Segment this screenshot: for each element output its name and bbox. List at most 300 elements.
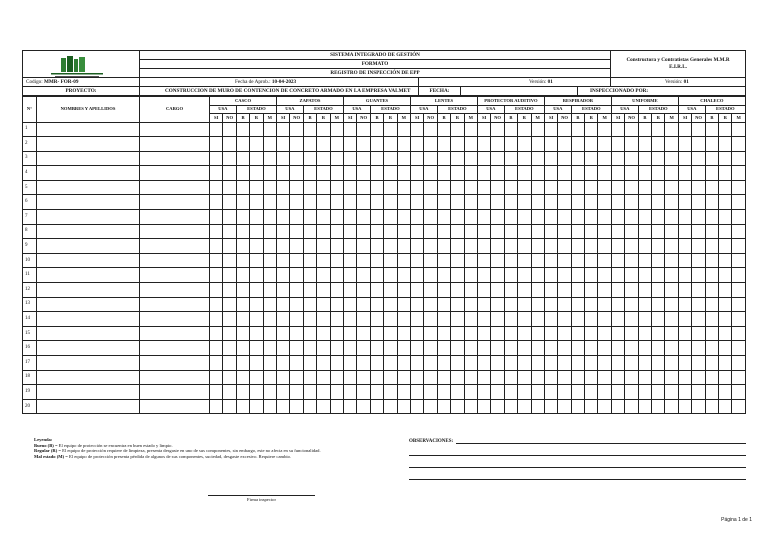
check-cell[interactable] — [544, 356, 557, 371]
name-cell[interactable] — [37, 151, 140, 166]
check-cell[interactable] — [544, 253, 557, 268]
check-cell[interactable] — [504, 210, 517, 225]
check-cell[interactable] — [411, 341, 424, 356]
check-cell[interactable] — [250, 326, 263, 341]
check-cell[interactable] — [611, 341, 624, 356]
check-cell[interactable] — [424, 239, 437, 254]
check-cell[interactable] — [303, 253, 316, 268]
check-cell[interactable] — [477, 151, 490, 166]
check-cell[interactable] — [464, 224, 477, 239]
check-cell[interactable] — [611, 326, 624, 341]
name-cell[interactable] — [37, 326, 140, 341]
role-cell[interactable] — [140, 268, 210, 283]
check-cell[interactable] — [598, 385, 611, 400]
check-cell[interactable] — [665, 283, 678, 298]
check-cell[interactable] — [531, 283, 544, 298]
check-cell[interactable] — [384, 180, 397, 195]
check-cell[interactable] — [303, 283, 316, 298]
check-cell[interactable] — [705, 370, 718, 385]
check-cell[interactable] — [544, 122, 557, 137]
check-cell[interactable] — [437, 253, 450, 268]
check-cell[interactable] — [692, 195, 705, 210]
check-cell[interactable] — [236, 180, 249, 195]
check-cell[interactable] — [263, 166, 276, 181]
check-cell[interactable] — [437, 385, 450, 400]
check-cell[interactable] — [317, 195, 330, 210]
check-cell[interactable] — [504, 312, 517, 327]
check-cell[interactable] — [210, 385, 223, 400]
check-cell[interactable] — [277, 166, 290, 181]
check-cell[interactable] — [330, 239, 343, 254]
check-cell[interactable] — [290, 253, 303, 268]
check-cell[interactable] — [464, 399, 477, 414]
check-cell[interactable] — [504, 195, 517, 210]
check-cell[interactable] — [370, 195, 383, 210]
check-cell[interactable] — [437, 283, 450, 298]
check-cell[interactable] — [384, 312, 397, 327]
check-cell[interactable] — [571, 268, 584, 283]
check-cell[interactable] — [451, 341, 464, 356]
check-cell[interactable] — [397, 399, 410, 414]
check-cell[interactable] — [357, 224, 370, 239]
check-cell[interactable] — [236, 341, 249, 356]
check-cell[interactable] — [719, 122, 732, 137]
check-cell[interactable] — [236, 239, 249, 254]
check-cell[interactable] — [250, 195, 263, 210]
check-cell[interactable] — [732, 166, 745, 181]
check-cell[interactable] — [477, 195, 490, 210]
check-cell[interactable] — [477, 210, 490, 225]
name-cell[interactable] — [37, 180, 140, 195]
check-cell[interactable] — [357, 385, 370, 400]
check-cell[interactable] — [558, 239, 571, 254]
check-cell[interactable] — [263, 356, 276, 371]
check-cell[interactable] — [477, 283, 490, 298]
check-cell[interactable] — [732, 210, 745, 225]
check-cell[interactable] — [250, 399, 263, 414]
check-cell[interactable] — [652, 399, 665, 414]
check-cell[interactable] — [598, 341, 611, 356]
check-cell[interactable] — [518, 283, 531, 298]
role-cell[interactable] — [140, 253, 210, 268]
check-cell[interactable] — [719, 180, 732, 195]
check-cell[interactable] — [397, 283, 410, 298]
check-cell[interactable] — [477, 239, 490, 254]
check-cell[interactable] — [437, 210, 450, 225]
check-cell[interactable] — [437, 239, 450, 254]
check-cell[interactable] — [451, 122, 464, 137]
check-cell[interactable] — [611, 224, 624, 239]
check-cell[interactable] — [210, 312, 223, 327]
check-cell[interactable] — [611, 370, 624, 385]
check-cell[interactable] — [732, 180, 745, 195]
check-cell[interactable] — [424, 151, 437, 166]
check-cell[interactable] — [263, 385, 276, 400]
check-cell[interactable] — [210, 151, 223, 166]
check-cell[interactable] — [665, 195, 678, 210]
check-cell[interactable] — [344, 326, 357, 341]
check-cell[interactable] — [625, 224, 638, 239]
check-cell[interactable] — [330, 122, 343, 137]
check-cell[interactable] — [330, 268, 343, 283]
check-cell[interactable] — [290, 210, 303, 225]
check-cell[interactable] — [437, 166, 450, 181]
check-cell[interactable] — [344, 210, 357, 225]
check-cell[interactable] — [223, 297, 236, 312]
check-cell[interactable] — [719, 166, 732, 181]
check-cell[interactable] — [464, 312, 477, 327]
check-cell[interactable] — [317, 166, 330, 181]
check-cell[interactable] — [558, 326, 571, 341]
name-cell[interactable] — [37, 239, 140, 254]
check-cell[interactable] — [719, 151, 732, 166]
check-cell[interactable] — [357, 370, 370, 385]
check-cell[interactable] — [424, 166, 437, 181]
check-cell[interactable] — [678, 370, 691, 385]
check-cell[interactable] — [210, 297, 223, 312]
check-cell[interactable] — [464, 356, 477, 371]
check-cell[interactable] — [491, 341, 504, 356]
check-cell[interactable] — [544, 210, 557, 225]
check-cell[interactable] — [585, 122, 598, 137]
check-cell[interactable] — [236, 224, 249, 239]
check-cell[interactable] — [558, 122, 571, 137]
check-cell[interactable] — [424, 341, 437, 356]
check-cell[interactable] — [330, 224, 343, 239]
check-cell[interactable] — [719, 253, 732, 268]
check-cell[interactable] — [424, 385, 437, 400]
check-cell[interactable] — [477, 268, 490, 283]
check-cell[interactable] — [344, 151, 357, 166]
check-cell[interactable] — [263, 341, 276, 356]
check-cell[interactable] — [544, 166, 557, 181]
check-cell[interactable] — [344, 195, 357, 210]
check-cell[interactable] — [692, 341, 705, 356]
check-cell[interactable] — [625, 312, 638, 327]
check-cell[interactable] — [223, 399, 236, 414]
check-cell[interactable] — [504, 297, 517, 312]
check-cell[interactable] — [585, 283, 598, 298]
check-cell[interactable] — [250, 341, 263, 356]
check-cell[interactable] — [585, 166, 598, 181]
check-cell[interactable] — [384, 137, 397, 152]
check-cell[interactable] — [370, 122, 383, 137]
check-cell[interactable] — [424, 122, 437, 137]
check-cell[interactable] — [250, 166, 263, 181]
name-cell[interactable] — [37, 195, 140, 210]
check-cell[interactable] — [290, 224, 303, 239]
check-cell[interactable] — [491, 312, 504, 327]
check-cell[interactable] — [263, 253, 276, 268]
check-cell[interactable] — [518, 151, 531, 166]
check-cell[interactable] — [290, 268, 303, 283]
observations-line-2[interactable] — [409, 444, 746, 456]
check-cell[interactable] — [705, 253, 718, 268]
check-cell[interactable] — [692, 137, 705, 152]
check-cell[interactable] — [652, 137, 665, 152]
check-cell[interactable] — [705, 399, 718, 414]
check-cell[interactable] — [236, 166, 249, 181]
check-cell[interactable] — [236, 385, 249, 400]
check-cell[interactable] — [531, 239, 544, 254]
check-cell[interactable] — [611, 268, 624, 283]
check-cell[interactable] — [437, 297, 450, 312]
check-cell[interactable] — [451, 151, 464, 166]
check-cell[interactable] — [397, 122, 410, 137]
check-cell[interactable] — [317, 151, 330, 166]
name-cell[interactable] — [37, 312, 140, 327]
check-cell[interactable] — [705, 283, 718, 298]
check-cell[interactable] — [625, 283, 638, 298]
check-cell[interactable] — [424, 356, 437, 371]
check-cell[interactable] — [357, 283, 370, 298]
check-cell[interactable] — [558, 399, 571, 414]
check-cell[interactable] — [330, 356, 343, 371]
check-cell[interactable] — [397, 297, 410, 312]
check-cell[interactable] — [384, 195, 397, 210]
check-cell[interactable] — [451, 356, 464, 371]
check-cell[interactable] — [585, 312, 598, 327]
check-cell[interactable] — [638, 210, 651, 225]
check-cell[interactable] — [611, 137, 624, 152]
check-cell[interactable] — [370, 312, 383, 327]
check-cell[interactable] — [719, 239, 732, 254]
check-cell[interactable] — [357, 195, 370, 210]
check-cell[interactable] — [611, 356, 624, 371]
check-cell[interactable] — [437, 341, 450, 356]
check-cell[interactable] — [585, 385, 598, 400]
check-cell[interactable] — [571, 180, 584, 195]
check-cell[interactable] — [652, 370, 665, 385]
check-cell[interactable] — [477, 253, 490, 268]
check-cell[interactable] — [585, 195, 598, 210]
check-cell[interactable] — [531, 297, 544, 312]
check-cell[interactable] — [652, 326, 665, 341]
check-cell[interactable] — [437, 195, 450, 210]
check-cell[interactable] — [585, 370, 598, 385]
check-cell[interactable] — [719, 356, 732, 371]
check-cell[interactable] — [451, 268, 464, 283]
check-cell[interactable] — [571, 210, 584, 225]
check-cell[interactable] — [330, 326, 343, 341]
check-cell[interactable] — [638, 137, 651, 152]
check-cell[interactable] — [705, 224, 718, 239]
check-cell[interactable] — [678, 224, 691, 239]
check-cell[interactable] — [303, 180, 316, 195]
check-cell[interactable] — [303, 195, 316, 210]
check-cell[interactable] — [652, 268, 665, 283]
check-cell[interactable] — [451, 210, 464, 225]
check-cell[interactable] — [330, 166, 343, 181]
check-cell[interactable] — [692, 151, 705, 166]
check-cell[interactable] — [397, 326, 410, 341]
check-cell[interactable] — [571, 195, 584, 210]
check-cell[interactable] — [303, 341, 316, 356]
check-cell[interactable] — [451, 166, 464, 181]
check-cell[interactable] — [665, 341, 678, 356]
check-cell[interactable] — [263, 370, 276, 385]
check-cell[interactable] — [330, 180, 343, 195]
check-cell[interactable] — [611, 180, 624, 195]
check-cell[interactable] — [571, 239, 584, 254]
check-cell[interactable] — [223, 210, 236, 225]
check-cell[interactable] — [357, 122, 370, 137]
check-cell[interactable] — [598, 122, 611, 137]
check-cell[interactable] — [277, 239, 290, 254]
check-cell[interactable] — [558, 210, 571, 225]
check-cell[interactable] — [491, 210, 504, 225]
check-cell[interactable] — [719, 370, 732, 385]
role-cell[interactable] — [140, 312, 210, 327]
check-cell[interactable] — [692, 239, 705, 254]
check-cell[interactable] — [652, 210, 665, 225]
check-cell[interactable] — [611, 166, 624, 181]
check-cell[interactable] — [411, 399, 424, 414]
role-cell[interactable] — [140, 370, 210, 385]
check-cell[interactable] — [344, 283, 357, 298]
check-cell[interactable] — [585, 326, 598, 341]
check-cell[interactable] — [464, 253, 477, 268]
date-field[interactable] — [461, 87, 578, 96]
check-cell[interactable] — [477, 224, 490, 239]
check-cell[interactable] — [504, 370, 517, 385]
check-cell[interactable] — [384, 341, 397, 356]
name-cell[interactable] — [37, 122, 140, 137]
check-cell[interactable] — [598, 283, 611, 298]
check-cell[interactable] — [357, 312, 370, 327]
check-cell[interactable] — [585, 180, 598, 195]
check-cell[interactable] — [638, 399, 651, 414]
check-cell[interactable] — [625, 370, 638, 385]
check-cell[interactable] — [732, 151, 745, 166]
check-cell[interactable] — [290, 195, 303, 210]
observations-line-4[interactable] — [409, 468, 746, 480]
check-cell[interactable] — [344, 180, 357, 195]
check-cell[interactable] — [732, 341, 745, 356]
check-cell[interactable] — [558, 312, 571, 327]
check-cell[interactable] — [290, 326, 303, 341]
check-cell[interactable] — [424, 312, 437, 327]
check-cell[interactable] — [303, 224, 316, 239]
check-cell[interactable] — [277, 195, 290, 210]
check-cell[interactable] — [451, 239, 464, 254]
check-cell[interactable] — [518, 341, 531, 356]
check-cell[interactable] — [558, 195, 571, 210]
check-cell[interactable] — [223, 370, 236, 385]
check-cell[interactable] — [544, 268, 557, 283]
role-cell[interactable] — [140, 297, 210, 312]
check-cell[interactable] — [357, 180, 370, 195]
check-cell[interactable] — [303, 312, 316, 327]
check-cell[interactable] — [625, 239, 638, 254]
check-cell[interactable] — [411, 210, 424, 225]
check-cell[interactable] — [384, 399, 397, 414]
check-cell[interactable] — [236, 370, 249, 385]
check-cell[interactable] — [344, 239, 357, 254]
check-cell[interactable] — [277, 122, 290, 137]
check-cell[interactable] — [424, 253, 437, 268]
check-cell[interactable] — [263, 312, 276, 327]
check-cell[interactable] — [518, 180, 531, 195]
check-cell[interactable] — [317, 341, 330, 356]
check-cell[interactable] — [370, 268, 383, 283]
check-cell[interactable] — [678, 326, 691, 341]
check-cell[interactable] — [250, 180, 263, 195]
check-cell[interactable] — [625, 268, 638, 283]
check-cell[interactable] — [558, 151, 571, 166]
check-cell[interactable] — [625, 210, 638, 225]
check-cell[interactable] — [705, 210, 718, 225]
check-cell[interactable] — [317, 239, 330, 254]
check-cell[interactable] — [263, 326, 276, 341]
check-cell[interactable] — [692, 224, 705, 239]
check-cell[interactable] — [250, 370, 263, 385]
check-cell[interactable] — [638, 297, 651, 312]
role-cell[interactable] — [140, 180, 210, 195]
check-cell[interactable] — [719, 312, 732, 327]
check-cell[interactable] — [732, 239, 745, 254]
check-cell[interactable] — [370, 253, 383, 268]
check-cell[interactable] — [598, 195, 611, 210]
check-cell[interactable] — [719, 224, 732, 239]
check-cell[interactable] — [397, 151, 410, 166]
check-cell[interactable] — [504, 137, 517, 152]
check-cell[interactable] — [424, 224, 437, 239]
check-cell[interactable] — [370, 210, 383, 225]
check-cell[interactable] — [732, 195, 745, 210]
check-cell[interactable] — [518, 224, 531, 239]
check-cell[interactable] — [290, 137, 303, 152]
check-cell[interactable] — [638, 253, 651, 268]
check-cell[interactable] — [384, 268, 397, 283]
check-cell[interactable] — [678, 268, 691, 283]
check-cell[interactable] — [357, 166, 370, 181]
check-cell[interactable] — [491, 239, 504, 254]
check-cell[interactable] — [330, 210, 343, 225]
role-cell[interactable] — [140, 210, 210, 225]
check-cell[interactable] — [598, 151, 611, 166]
check-cell[interactable] — [464, 297, 477, 312]
check-cell[interactable] — [531, 370, 544, 385]
check-cell[interactable] — [692, 399, 705, 414]
check-cell[interactable] — [504, 239, 517, 254]
check-cell[interactable] — [692, 385, 705, 400]
check-cell[interactable] — [210, 356, 223, 371]
check-cell[interactable] — [518, 297, 531, 312]
check-cell[interactable] — [531, 356, 544, 371]
check-cell[interactable] — [504, 326, 517, 341]
check-cell[interactable] — [411, 137, 424, 152]
check-cell[interactable] — [210, 341, 223, 356]
check-cell[interactable] — [705, 166, 718, 181]
check-cell[interactable] — [317, 180, 330, 195]
check-cell[interactable] — [732, 399, 745, 414]
check-cell[interactable] — [692, 356, 705, 371]
check-cell[interactable] — [558, 137, 571, 152]
check-cell[interactable] — [705, 356, 718, 371]
check-cell[interactable] — [544, 370, 557, 385]
check-cell[interactable] — [611, 385, 624, 400]
check-cell[interactable] — [236, 210, 249, 225]
check-cell[interactable] — [518, 239, 531, 254]
name-cell[interactable] — [37, 210, 140, 225]
check-cell[interactable] — [598, 239, 611, 254]
name-cell[interactable] — [37, 166, 140, 181]
check-cell[interactable] — [223, 224, 236, 239]
check-cell[interactable] — [317, 297, 330, 312]
check-cell[interactable] — [571, 283, 584, 298]
check-cell[interactable] — [625, 297, 638, 312]
